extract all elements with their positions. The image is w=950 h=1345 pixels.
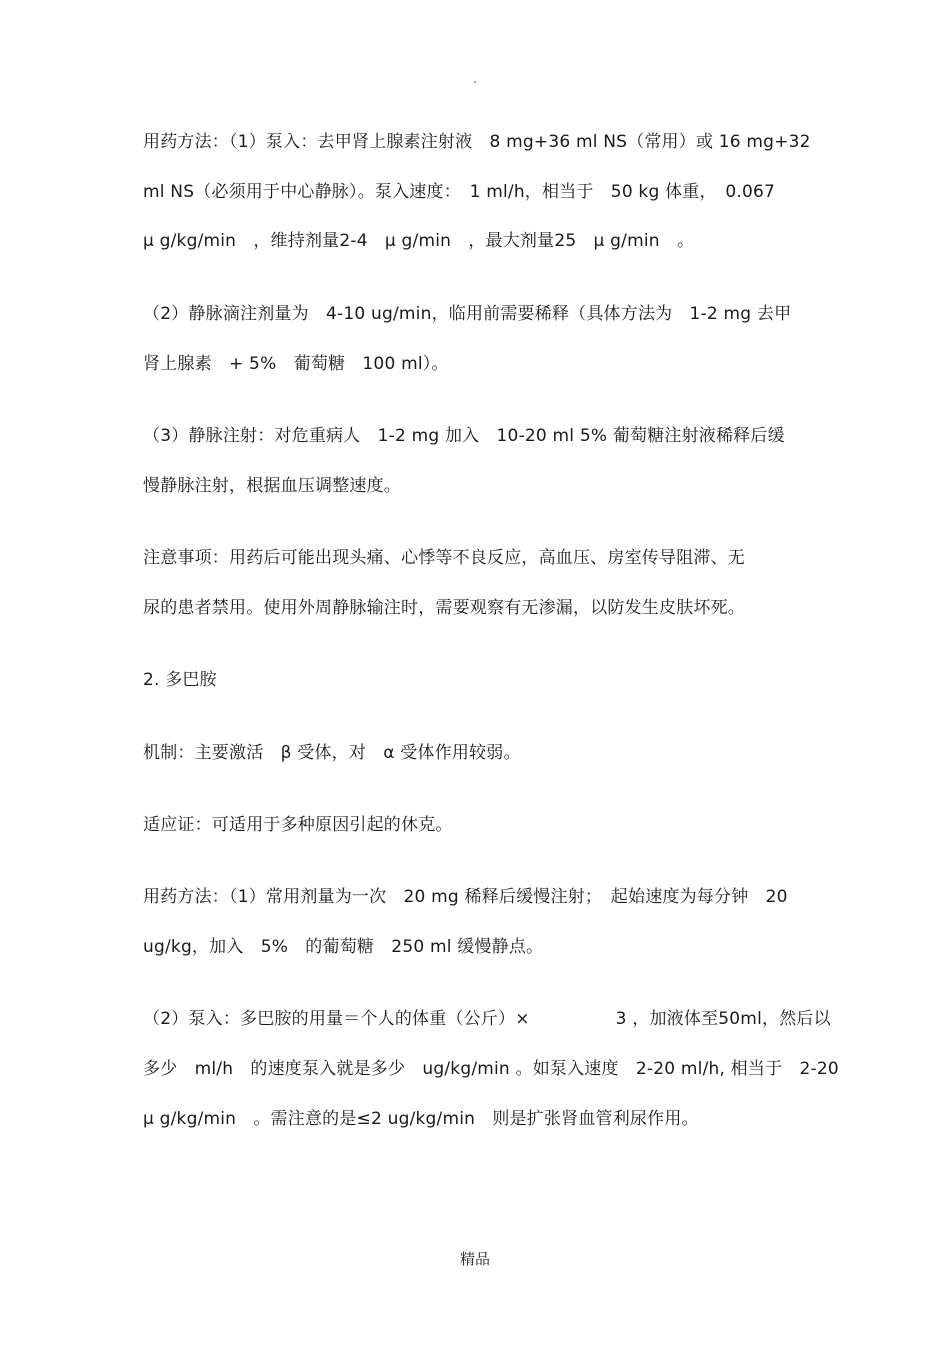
text-line: ml NS（必须用于中心静脉）。泵入速度： 1 ml/h，相当于 50 kg 体重， 0.067: [143, 182, 776, 202]
text-line: （3）静脉注射：对危重病人 1-2 mg 加入 10-20 ml 5% 葡萄糖注射液稀释后缓: [143, 426, 785, 446]
text-line: μ g/kg/min 。需注意的是≤2 ug/kg/min 则是扩张肾血管利尿作用。: [143, 1109, 699, 1129]
text-line: 适应证：可适用于多种原因引起的休克。: [143, 815, 453, 835]
text-line: （2）静脉滴注剂量为 4-10 ug/min，临用前需要稀释（具体方法为 1-2 mg 去甲: [143, 304, 792, 324]
header-mark: .: [473, 72, 477, 86]
text-line: 用药方法：（1）泵入：去甲肾上腺素注射液 8 mg+36 ml NS（常用）或 16 mg+32: [143, 132, 811, 152]
footer-label: 精品: [459, 1250, 490, 1268]
text-line: 慢静脉注射，根据血压调整速度。: [143, 476, 401, 496]
text-line: ug/kg，加入 5% 的葡萄糖 250 ml 缓慢静点。: [143, 937, 544, 957]
text-line: 尿的患者禁用。使用外周静脉输注时，需要观察有无渗漏，以防发生皮肤坏死。: [143, 598, 745, 618]
text-line: 注意事项：用药后可能出现头痛、心悸等不良反应，高血压、房室传导阻滞、无: [143, 548, 745, 568]
text-line: 多少 ml/h 的速度泵入就是多少 ug/kg/min 。如泵入速度 2-20 ml/h, 相当于 2-20: [143, 1059, 839, 1079]
text-line: （2）泵入：多巴胺的用量＝个人的体重（公斤）× 3 ，加液体至50ml，然后以: [143, 1009, 831, 1029]
text-line: μ g/kg/min ，维持剂量2-4 μ g/min ，最大剂量25 μ g/min 。: [143, 231, 695, 251]
section-heading: 2. 多巴胺: [143, 670, 217, 690]
text-line: 机制：主要激活 β 受体，对 α 受体作用较弱。: [143, 743, 521, 763]
text-line: 肾上腺素 + 5% 葡萄糖 100 ml）。: [143, 354, 449, 374]
text-line: 用药方法：（1）常用剂量为一次 20 mg 稀释后缓慢注射； 起始速度为每分钟 20: [143, 887, 788, 907]
